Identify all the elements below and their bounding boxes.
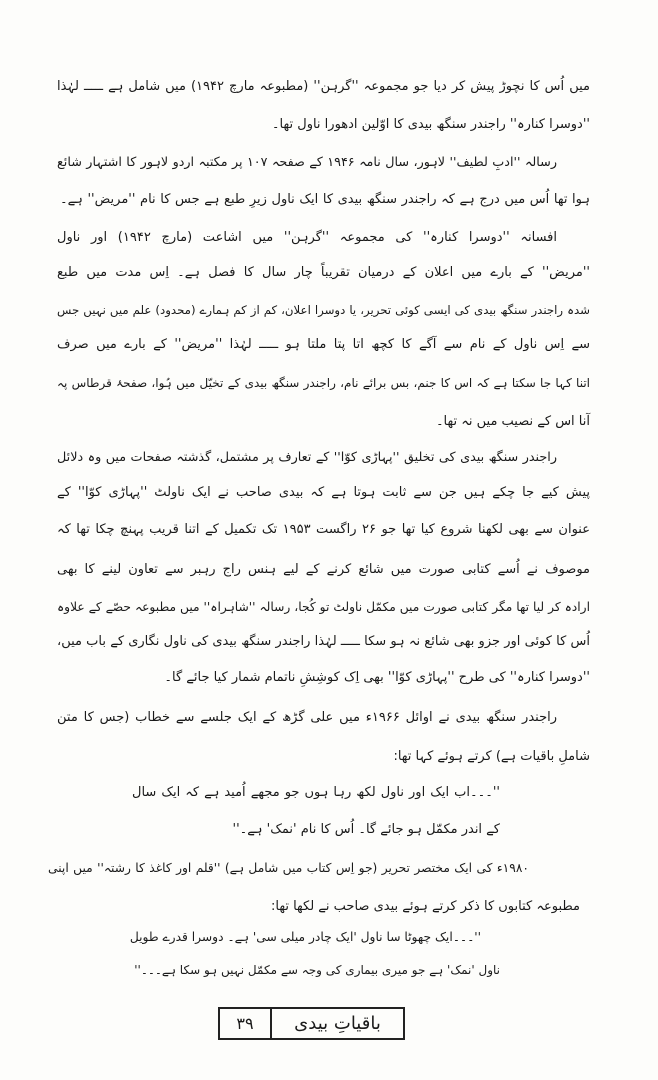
book-title: باقیاتِ بیدی xyxy=(294,1013,381,1034)
text-line: سے اِس ناول کے نام سے آگے کا کچھ اتا پتا ملتا ہو ـــــ لہٰذا ''مریض'' کے بارے میں صرف xyxy=(57,337,590,352)
text-line: ''دوسرا کنارہ'' کی طرح ''پہاڑی کوّا'' بھی اِک کوشِشِ ناتمام شمار کیا جائے گا۔ xyxy=(164,670,590,685)
quote-line: ''۔۔۔ایک چھوٹا سا ناول 'ایک چادر میلی سی' ہے۔ دوسرا قدرے طویل xyxy=(129,930,481,944)
quote-line: ناول 'نمک' ہے جو میری بیماری کی وجہ سے مکمّل نہیں ہو سکا ہے۔۔۔'' xyxy=(134,963,500,977)
text-line: عنوان سے بھی لکھنا شروع کیا تھا جو ۲۶ راگست ۱۹۵۳ تک تکمیل کے اتنا قریب پہنچ چکا تھا کہ xyxy=(57,522,590,537)
page-footer-box xyxy=(218,1007,405,1040)
text-line: مطبوعہ کتابوں کا ذکر کرتے ہوئے بیدی صاحب نے لکھا تھا: xyxy=(270,899,580,914)
text-line: شاملِ باقیات ہے) کرتے ہوئے کہا تھا: xyxy=(393,749,590,764)
text-line: میں اُس کا نچوڑ پیش کر دیا جو مجموعہ ''گرہن'' (مطبوعہ مارچ ۱۹۴۲) میں شامل ہے ـــــ لہٰذا xyxy=(57,79,590,94)
text-line: ''دوسرا کنارہ'' راجندر سنگھ بیدی کا اوّلین ادھورا ناول تھا۔ xyxy=(271,117,590,132)
text-line: شدہ راجندر سنگھ بیدی کی ایسی کوئی تحریر، یا دوسرا اعلان، کم از کم ہمارے (محدود) علم میں نہیں جس xyxy=(57,303,590,317)
paragraph-start-line: افسانہ ''دوسرا کنارہ'' کی مجموعہ ''گرہن'' میں اشاعت (مارچ ۱۹۴۲) اور ناول xyxy=(57,230,557,245)
text-line: ہوا تھا اُس میں درج ہے کہ راجندر سنگھ بیدی کا ایک ناول زیرِ طبع ہے جس کا نام ''مریض'' ہے۔ xyxy=(60,192,590,207)
text-line: پیش کیے جا چکے ہیں جن سے ثابت ہوتا ہے کہ بیدی صاحب نے ایک ناولٹ ''پہاڑی کوّا'' کے xyxy=(57,485,590,500)
text-line: اُس کا کوئی اور جزو بھی شائع نہ ہو سکا ـــــ لہٰذا راجندر سنگھ بیدی کی ناول نگاری کے باب میں، xyxy=(57,634,590,649)
text-line: آنا اس کے نصیب میں نہ تھا۔ xyxy=(435,414,590,429)
quote-line: ''۔۔۔اب ایک اور ناول لکھ رہا ہوں جو مجھے اُمید ہے کہ ایک سال xyxy=(132,785,500,800)
paragraph-start-line: راجندر سنگھ بیدی نے اوائل ۱۹۶۶ء میں علی گڑھ کے ایک جلسے سے خطاب (جس کا متن xyxy=(57,710,558,725)
paragraph-start-line: ۱۹۸۰ء کی ایک مختصر تحریر (جو اِس کتاب میں شامل ہے) ''قلم اور کاغذ کا رشتہ'' میں اپنی xyxy=(48,861,529,875)
text-line: ''مریض'' کے بارے میں اعلان کے درمیان تقریباً چار سال کا فصل ہے۔ اِس مدت میں طبع xyxy=(57,265,590,280)
paragraph-start-line: راجندر سنگھ بیدی کی تخلیق ''پہاڑی کوّا'' کے تعارف پر مشتمل، گذشتہ صفحات میں وہ دلائل xyxy=(57,450,557,465)
paragraph-start-line: رسالہ ''ادبِ لطیف'' لاہور، سال نامہ ۱۹۴۶ کے صفحہ ۱۰۷ پر مکتبہ اردو لاہور کا اشتہار شائع xyxy=(57,155,557,170)
text-line: موصوف نے اُسے کتابی صورت میں شائع کرنے کے لیے ہنس راج رہبر سے تعاون لینے کا بھی xyxy=(57,562,590,577)
text-line: ارادہ کر لیا تھا مگر کتابی صورت میں مکمّل ناولٹ تو کُجا، رسالہ ''شاہراہ'' میں مطبوعہ حصّے کے علاوہ xyxy=(57,600,590,614)
text-line: اتنا کہا جا سکتا ہے کہ اس کا جنم، بس برائے نام، راجندر سنگھ بیدی کے تخیّل میں ہُوا، صفحۂ قرطاس پہ xyxy=(57,376,590,390)
page-number: ۳۹ xyxy=(220,1009,272,1038)
quote-line: کے اندر مکمّل ہو جائے گا۔ اُس کا نام 'نمک' ہے۔'' xyxy=(232,822,500,837)
